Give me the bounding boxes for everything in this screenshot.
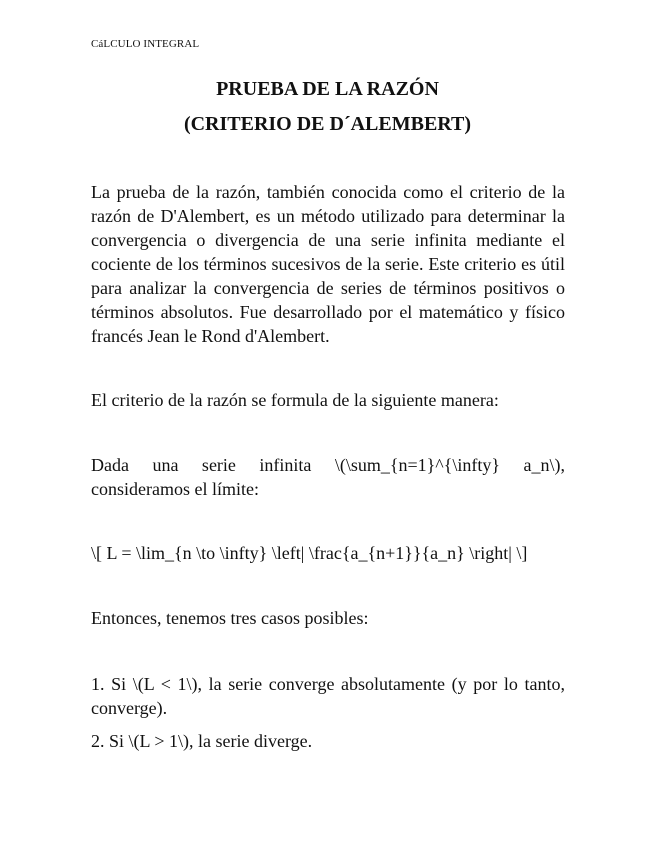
- intro-paragraph: La prueba de la razón, también conocida como el criterio de la razón de D'Alembert, es un método utilizado para determinar la convergencia o divergencia de una serie infinita mediante el cociente de los términos sucesivos de la serie. Este criterio es útil para analizar la convergencia de series de términos positivos o términos absolutos. Fue desarrollado por el matemático y físico francés Jean le Rond d'Alembert.: [91, 182, 565, 346]
- cases-intro-paragraph: Entonces, tenemos tres casos posibles:: [91, 608, 369, 628]
- case-2-item: 2. Si \(L > 1\), la serie diverge.: [91, 731, 313, 751]
- series-paragraph: Dada una serie infinita \(\sum_{n=1}^{\infty} a_n\), consideramos el límite:: [91, 455, 565, 499]
- limit-formula: \[ L = \lim_{n \to \infty} \left| \frac{a_{n+1}}{a_n} \right| \]: [91, 543, 528, 563]
- page-title: PRUEBA DE LA RAZÓN: [216, 78, 439, 100]
- formula-intro-paragraph: El criterio de la razón se formula de la siguiente manera:: [91, 390, 499, 410]
- running-header: CáLCULO INTEGRAL: [91, 38, 200, 50]
- page-subtitle: (CRITERIO DE D´ALEMBERT): [183, 113, 472, 135]
- case-1-item: 1. Si \(L < 1\), la serie converge absolutamente (y por lo tanto, converge).: [91, 674, 565, 718]
